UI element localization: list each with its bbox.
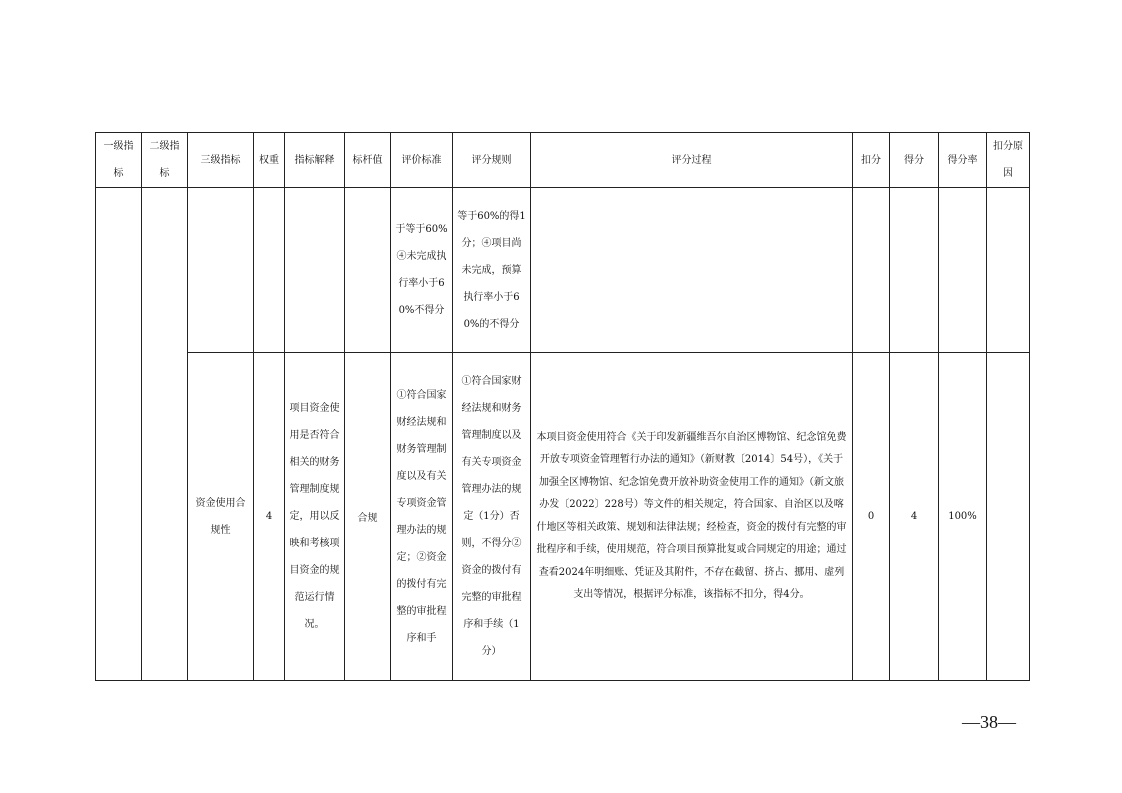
explanation-cell: [285, 188, 345, 353]
deduct-cell: [853, 188, 890, 353]
weight-cell: [254, 188, 285, 353]
header-score: 得分: [890, 133, 939, 188]
score-cell: [890, 188, 939, 353]
rules-cell: ①符合国家财经法规和财务管理制度以及有关专项资金管理办法的规定（1分）否则，不得分②资金的拨付有完整的审批程序和手续（1分）: [453, 353, 531, 681]
header-explanation: 指标解释: [285, 133, 345, 188]
table-row: [96, 188, 1030, 353]
page-number: —38—: [962, 712, 1016, 732]
header-rate: 得分率: [939, 133, 987, 188]
header-level1: 一级指标: [96, 133, 142, 188]
level2-cell: [142, 188, 188, 681]
header-criteria: 评价标准: [391, 133, 453, 188]
benchmark-cell: 合规: [345, 353, 391, 681]
explanation-cell: 项目资金使用是否符合相关的财务管理制度规定，用以反映和考核项目资金的规范运行情况。: [285, 353, 345, 681]
score-cell: 4: [890, 353, 939, 681]
evaluation-table: [95, 132, 1030, 681]
level1-cell: [96, 188, 142, 681]
rate-cell: 100%: [939, 353, 987, 681]
rate-cell: [939, 188, 987, 353]
criteria-cell: 于等于60%④未完成执行率小于60%不得分: [391, 188, 453, 353]
header-weight: 权重: [254, 133, 285, 188]
reason-cell: [987, 353, 1030, 681]
reason-cell: [987, 188, 1030, 353]
level3-cell: 资金使用合规性: [188, 353, 254, 681]
header-level3: 三级指标: [188, 133, 254, 188]
weight-cell: 4: [254, 353, 285, 681]
benchmark-cell: [345, 188, 391, 353]
header-deduct: 扣分: [853, 133, 890, 188]
header-level2: 二级指标: [142, 133, 188, 188]
header-benchmark: 标杆值: [345, 133, 391, 188]
level3-cell: [188, 188, 254, 353]
header-reason: 扣分原因: [987, 133, 1030, 188]
criteria-cell: ①符合国家财经法规和财务管理制度以及有关专项资金管理办法的规定；②资金的拨付有完整的审批程序和手: [391, 353, 453, 681]
header-process: 评分过程: [531, 133, 853, 188]
table-header-row: [96, 133, 1030, 188]
rules-cell: 等于60%的得1分；④项目尚未完成，预算执行率小于60%的不得分: [453, 188, 531, 353]
deduct-cell: 0: [853, 353, 890, 681]
process-cell: 本项目资金使用符合《关于印发新疆维吾尔自治区博物馆、纪念馆免费开放专项资金管理暂行办法的通知》（新财教〔2014〕54号），《关于加强全区博物馆、纪念馆免费开放补助资金使用工作的通知》（新文旅办发〔2022〕228号）等文件的相关规定，符合国家、自治区以及喀什地区等相关政策、规划和法律法规；经检查，资金的拨付有完整的审批程序和手续，使用规范，符合项目预算批复或合同规定的用途；通过查看2024年明细账、凭证及其附件，不存在截留、挤占、挪用、虚列支出等情况，根据评分标准，该指标不扣分，得4分。: [531, 353, 853, 681]
process-cell: [531, 188, 853, 353]
header-rules: 评分规则: [453, 133, 531, 188]
table-row: [96, 353, 1030, 681]
